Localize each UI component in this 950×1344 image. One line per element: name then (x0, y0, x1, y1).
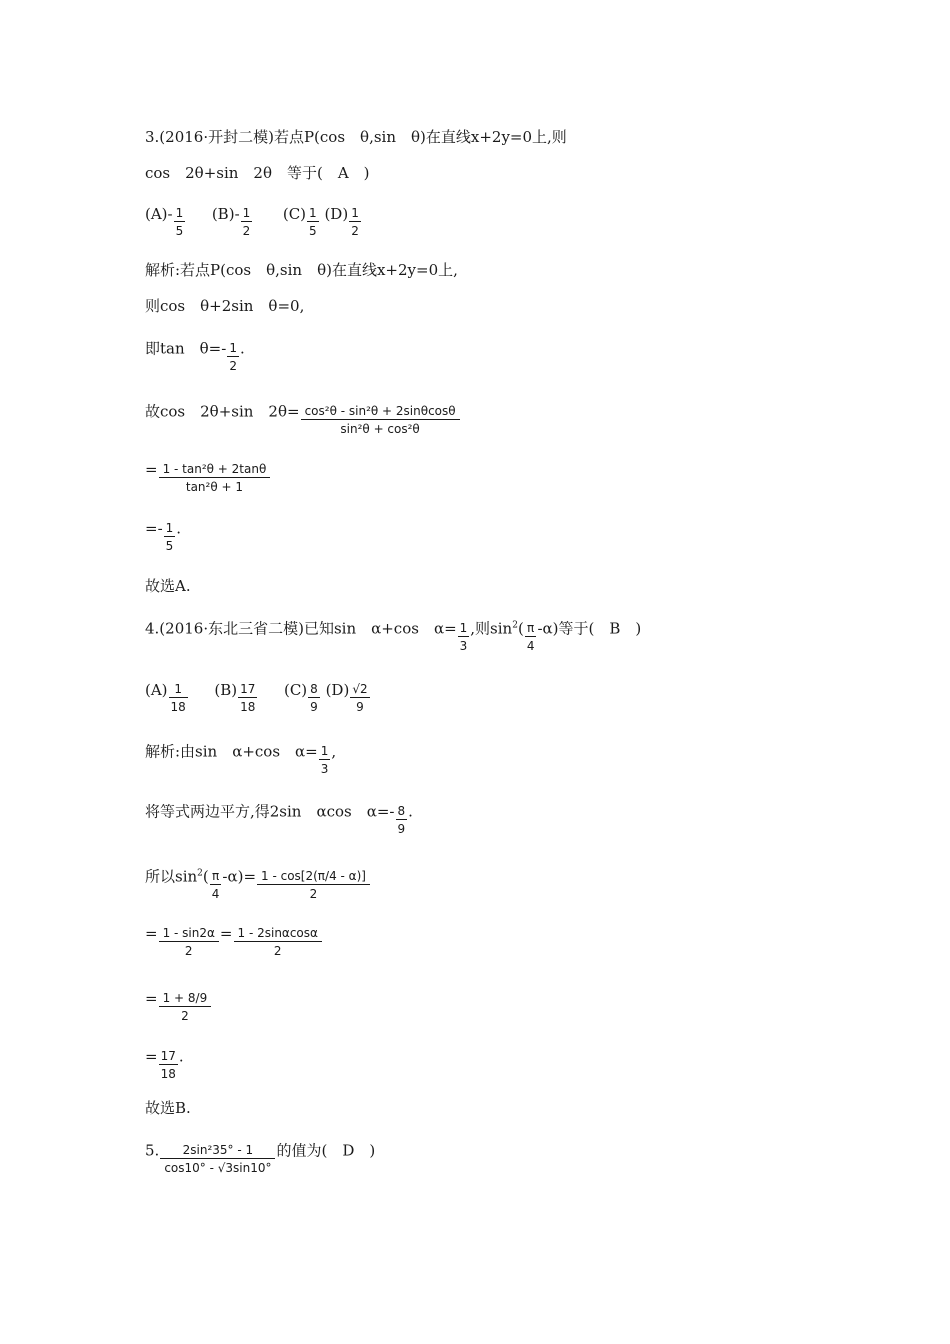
q4-solution-line1: 解析:由sin α+cos α= $\frac{1}{3}$ , (145, 742, 337, 776)
q4-option-b: (B) $\frac{17}{18}$ (214, 680, 256, 714)
q4-option-c: (C) $\frac{8}{9}$ (283, 680, 318, 714)
q3-solution-line6: =- $\frac{1}{5}$ . (145, 519, 182, 553)
q3-solution-line5: = $\frac{\text{1 - tan²θ + 2tanθ}}{\text{tan²θ + 1}}$ (145, 453, 271, 488)
q4-option-d: (D) $\frac{√2}{9}$ (325, 680, 368, 714)
q3-solution-line4: 故cos 2θ+sin 2θ= $\frac{\text{cos²θ - sin²θ + 2sinθcosθ}}{\text{sin²θ + cos²θ}}$ (145, 395, 461, 430)
q3-stem-line1: 3.(2016·开封二模)若点P(cos θ,sin θ)在直线x+2y=0上,则 (145, 128, 567, 146)
q5-stem: 5. $\frac{\text{2sin²35° - 1}}{\cos 10^\circ - √3\sin 10^\circ}$ 的值为( D ) (145, 1141, 376, 1175)
q4-solution-line3: 所以$\sin^2$( $\frac{\pi}{4}$ -α)= $\frac{1 - \cos[2(\pi/4 - \alpha)]}{2}$ (145, 860, 371, 895)
q3-option-a: (A)- $\frac{1}{5}$ (145, 204, 184, 238)
q4-solution-line6: = $\frac{17}{18}$ . (145, 1047, 184, 1081)
q3-stem-line2: cos 2θ+sin 2θ 等于( A ) (145, 164, 370, 182)
q3-solution-line3: 即tan θ=- $\frac{1}{2}$ . (145, 339, 245, 373)
q3-option-b: (B)- $\frac{1}{2}$ (211, 204, 251, 238)
q3-options (145, 197, 362, 238)
q4-answer: 故选B. (145, 1099, 191, 1117)
q3-option-c: (C) $\frac{1}{5}$ (282, 204, 317, 238)
q3-solution-line2: 则cos θ+2sin θ=0, (145, 297, 305, 315)
q4-stem: 4.(2016·东北三省二模)已知sin α+cos α= $\frac{1}{3}$ ,则$\sin^2$( $\frac{\pi}{4}$ -α)等于( B ) (145, 619, 642, 653)
q4-options (145, 673, 371, 714)
q4-solution-line2: 将等式两边平方,得2sin αcos α=- $\frac{8}{9}$ . (145, 802, 413, 836)
q3-answer: 故选A. (145, 577, 191, 595)
q3-solution-line1: 解析:若点P(cos θ,sin θ)在直线x+2y=0上, (145, 261, 458, 279)
q3-option-d: (D) $\frac{1}{2}$ (324, 204, 359, 238)
q4-solution-line4: = $\frac{1 - \sin 2\alpha}{2}$ = $\frac{1 - 2\sin\alpha\cos\alpha}{2}$ (145, 917, 323, 952)
q4-option-a: (A) $\frac{1}{18}$ (145, 680, 186, 714)
q4-solution-line5: = $\frac{1 + 8/9}{2}$ (145, 982, 212, 1017)
